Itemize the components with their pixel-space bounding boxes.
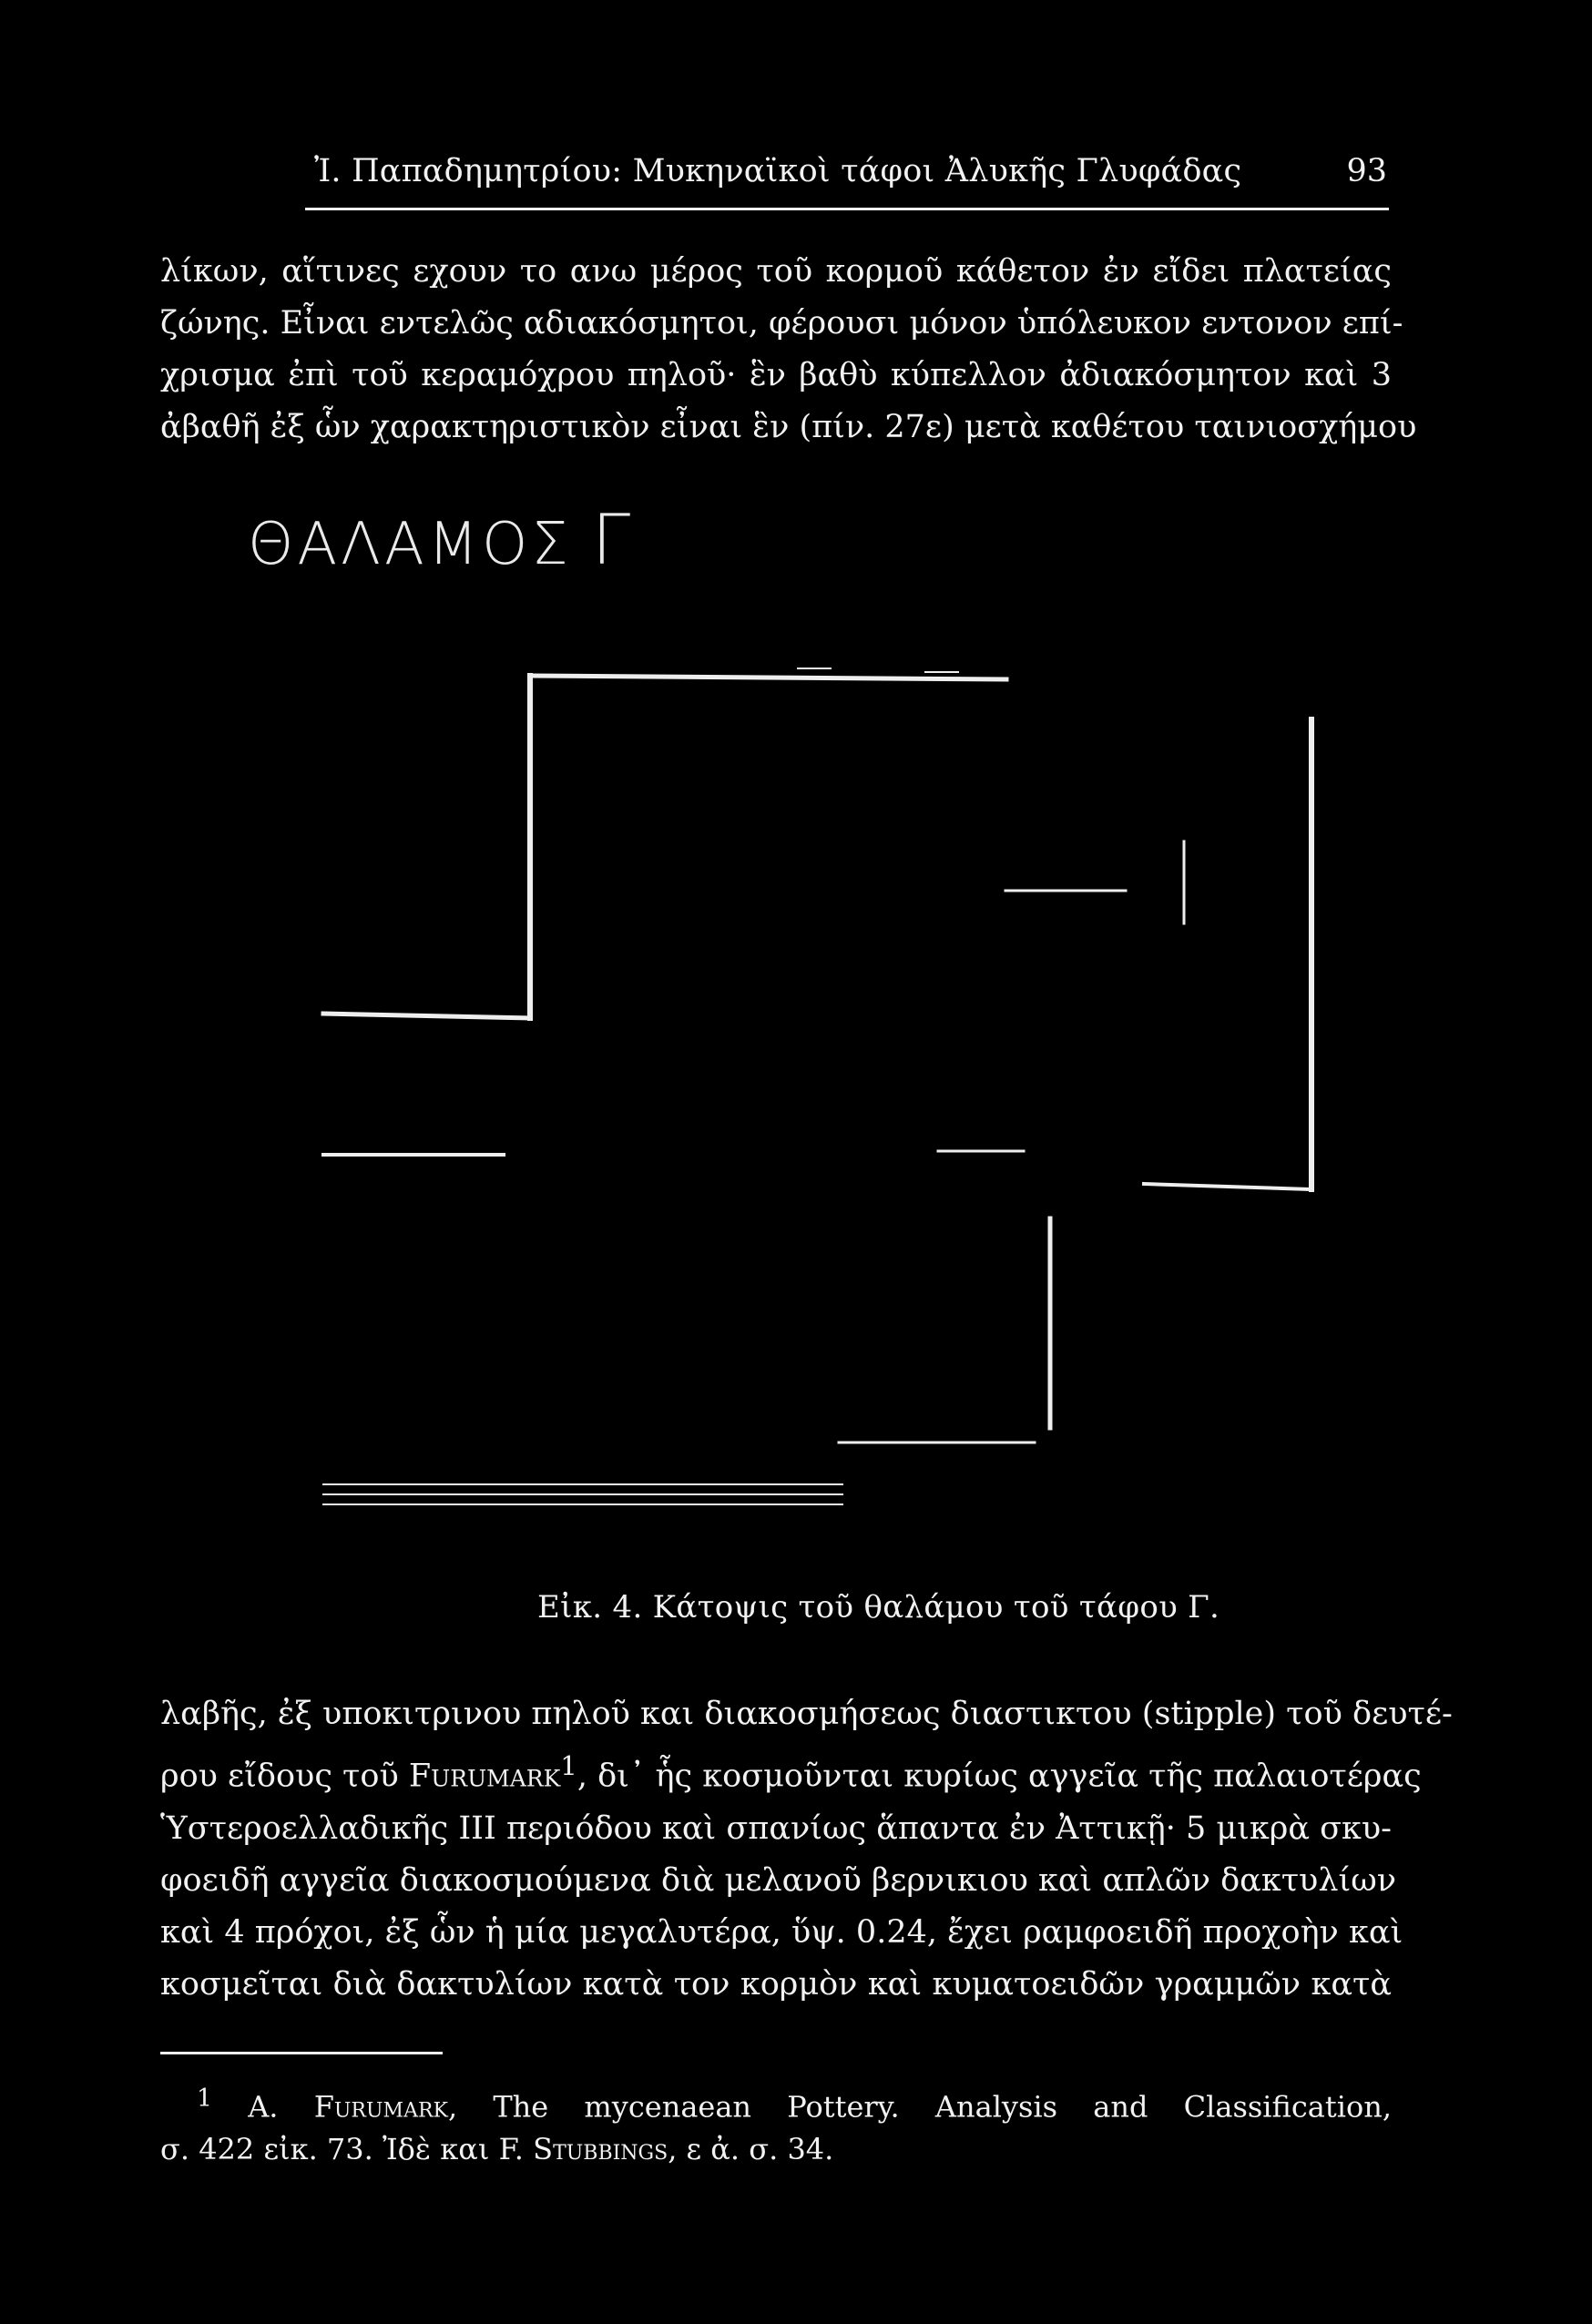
header-title: Ἰ. Παπαδημητρίου: Μυκηναϊκοὶ τάφοι Ἀλυκῆς Γλυφάδας — [314, 153, 1242, 189]
footnote-marker: 1 — [197, 2084, 212, 2113]
text-span: , The mycenaean Pottery. Analysis and Classification, — [447, 2089, 1393, 2125]
figure-caption: Εἰκ. 4. Κάτοψις τοῦ θαλάμου τοῦ τάφου Γ. — [537, 1589, 1220, 1626]
footnote-line — [160, 2078, 1392, 2128]
plan-wall-left-bottom — [323, 1014, 530, 1018]
author-name: Furumark — [313, 2089, 448, 2125]
author-name: Furumark — [408, 1758, 561, 1795]
page-number: 93 — [1346, 153, 1387, 189]
text-span: , δι᾽ ἧς κοσμοῦνται κυρίως αγγεῖα τῆς παλαιοτέρας — [577, 1758, 1422, 1795]
footnote-ref: 1 — [560, 1750, 577, 1781]
text-line: κοσμεῖται διὰ δακτυλίων κατὰ τον κορμὸν καὶ κυματοειδῶν γραμμῶν κατὰ — [160, 1965, 1392, 2003]
text-line: φοειδῆ αγγεῖα διακοσμούμενα διὰ μελανοῦ βερνικιου καὶ απλῶν δακτυλίων — [160, 1861, 1397, 1899]
text-span: A. — [248, 2089, 279, 2125]
footnote-line — [160, 2128, 1392, 2170]
plan-wall-upper-left — [530, 676, 1006, 679]
footnote — [160, 2078, 1392, 2170]
text-line: Ὑστεροελλαδικῆς III περιόδου καὶ σπανίως ἅπαντα ἐν Ἀττικῇ· 5 μικρὰ σκυ- — [160, 1809, 1392, 1847]
text-line: λίκων, αἵτινες εχουν το ανω μέρος τοῦ κορμοῦ κάθετον ἐν εἴδει πλατείας — [160, 253, 1392, 290]
text-line: χρισμα ἐπὶ τοῦ κεραμόχρου πηλοῦ· ἓν βαθὺ κύπελλον ἀδιακόσμητον καὶ 3 — [160, 357, 1392, 393]
footnote-rule — [160, 2052, 443, 2054]
author-name: Stubbings — [533, 2131, 668, 2166]
plan-wall-right-return — [1144, 1184, 1311, 1189]
bottom-paragraph — [160, 1688, 1453, 2011]
text-span: σ. 422 εἰκ. 73. Ἰδὲ και F. — [160, 2131, 524, 2166]
text-line: λαβῆς, ἐξ υποκιτρινου πηλοῦ και διακοσμήσεως διαστικτου (stipple) τοῦ δευτέ- — [160, 1696, 1453, 1732]
text-line: καὶ 4 πρόχοι, ἐξ ὧν ἡ μία μεγαλυτέρα, ὕψ. 0.24, ἔχει ραμφοειδῆ προχοὴν καὶ — [160, 1913, 1403, 1951]
text-line: ζώνης. Εἶναι εντελῶς αδιακόσμητοι, φέρουσι μόνον ὑπόλευκον εντονον επί- — [160, 305, 1403, 341]
text-span: , ε ἀ. σ. 34. — [668, 2131, 834, 2166]
text-line: ἀβαθῆ ἐξ ὧν χαρακτηριστικὸν εἶναι ἓν (πίν. 27ε) μετὰ καθέτου ταινιοσχήμου — [160, 409, 1417, 445]
text-span: ρου εἴδους τοῦ — [160, 1758, 409, 1795]
plan-title-word: ΘΑΛΑΜΟΣ — [248, 511, 572, 578]
text-line — [160, 1740, 1422, 1803]
plan-title-letter: Γ — [591, 499, 635, 580]
